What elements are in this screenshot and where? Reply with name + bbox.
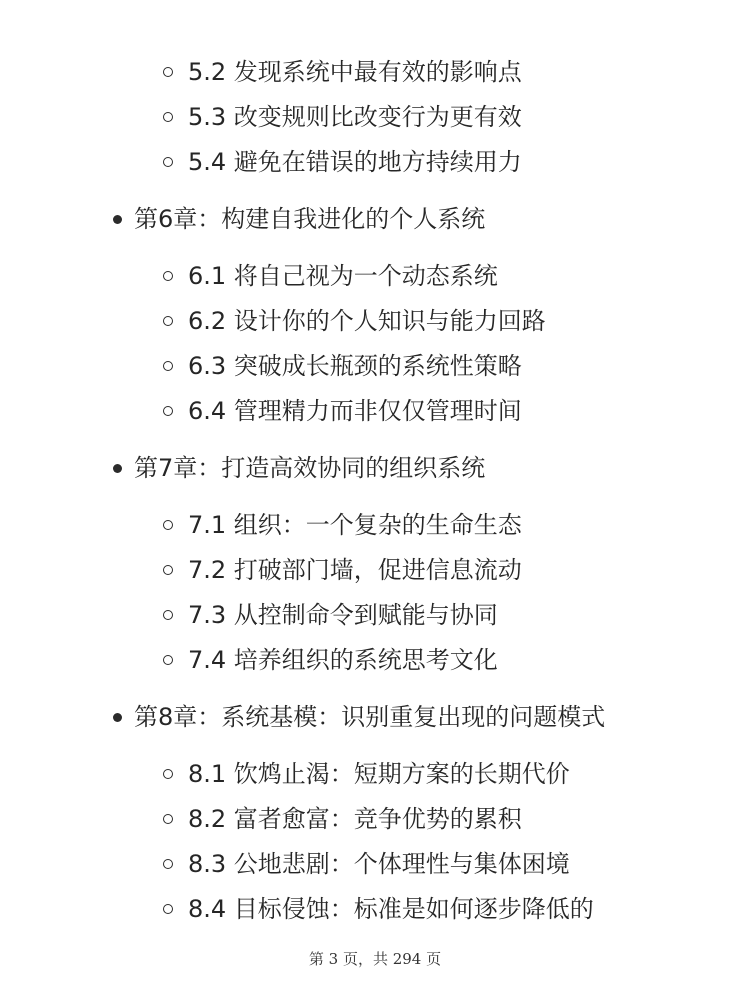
section-title: 7.1 组织：一个复杂的生命生态: [188, 511, 522, 539]
hollow-bullet-icon: [163, 520, 173, 530]
section-title: 6.3 突破成长瓶颈的系统性策略: [188, 352, 522, 380]
toc-item[interactable]: [0, 50, 750, 94]
filled-bullet-icon: [113, 713, 122, 722]
toc-item[interactable]: [0, 95, 750, 139]
hollow-bullet-icon: [163, 655, 173, 665]
section-title: 8.3 公地悲剧：个体理性与集体困境: [188, 850, 570, 878]
toc-item[interactable]: [0, 389, 750, 433]
section-title: 7.4 培养组织的系统思考文化: [188, 646, 498, 674]
chapter-title: 第6章：构建自我进化的个人系统: [134, 205, 486, 233]
table-of-contents: [0, 49, 750, 931]
toc-item[interactable]: [0, 887, 750, 931]
hollow-bullet-icon: [163, 316, 173, 326]
hollow-bullet-icon: [163, 271, 173, 281]
hollow-bullet-icon: [163, 814, 173, 824]
chapter-title: 第8章：系统基模：识别重复出现的问题模式: [134, 703, 606, 731]
section-title: 7.2 打破部门墙，促进信息流动: [188, 556, 522, 584]
section-title: 8.1 饮鸩止渴：短期方案的长期代价: [188, 760, 570, 788]
page-footer: 第 3 页，共 294 页: [308, 950, 442, 968]
toc-item[interactable]: [0, 503, 750, 547]
section-title: 6.4 管理精力而非仅仅管理时间: [188, 397, 522, 425]
toc-item[interactable]: [0, 797, 750, 841]
toc-item[interactable]: [0, 638, 750, 682]
toc-chapter[interactable]: [0, 695, 750, 739]
hollow-bullet-icon: [163, 904, 173, 914]
hollow-bullet-icon: [163, 610, 173, 620]
toc-chapter[interactable]: [0, 446, 750, 490]
hollow-bullet-icon: [163, 157, 173, 167]
section-title: 5.2 发现系统中最有效的影响点: [188, 58, 522, 86]
section-title: 6.1 将自己视为一个动态系统: [188, 262, 498, 290]
toc-item[interactable]: [0, 752, 750, 796]
section-title: 5.4 避免在错误的地方持续用力: [188, 148, 522, 176]
section-title: 7.3 从控制命令到赋能与协同: [188, 601, 498, 629]
section-title: 8.2 富者愈富：竞争优势的累积: [188, 805, 522, 833]
section-title: 6.2 设计你的个人知识与能力回路: [188, 307, 546, 335]
toc-item[interactable]: [0, 593, 750, 637]
toc-item[interactable]: [0, 344, 750, 388]
hollow-bullet-icon: [163, 859, 173, 869]
hollow-bullet-icon: [163, 361, 173, 371]
toc-item[interactable]: [0, 140, 750, 184]
toc-item[interactable]: [0, 254, 750, 298]
toc-item[interactable]: [0, 548, 750, 592]
hollow-bullet-icon: [163, 67, 173, 77]
toc-item[interactable]: [0, 299, 750, 343]
section-title: 5.3 改变规则比改变行为更有效: [188, 103, 522, 131]
toc-item[interactable]: [0, 842, 750, 886]
filled-bullet-icon: [113, 215, 122, 224]
chapter-title: 第7章：打造高效协同的组织系统: [134, 454, 486, 482]
hollow-bullet-icon: [163, 565, 173, 575]
filled-bullet-icon: [113, 464, 122, 473]
toc-chapter[interactable]: [0, 197, 750, 241]
hollow-bullet-icon: [163, 769, 173, 779]
hollow-bullet-icon: [163, 112, 173, 122]
hollow-bullet-icon: [163, 406, 173, 416]
section-title: 8.4 目标侵蚀：标准是如何逐步降低的: [188, 895, 594, 923]
